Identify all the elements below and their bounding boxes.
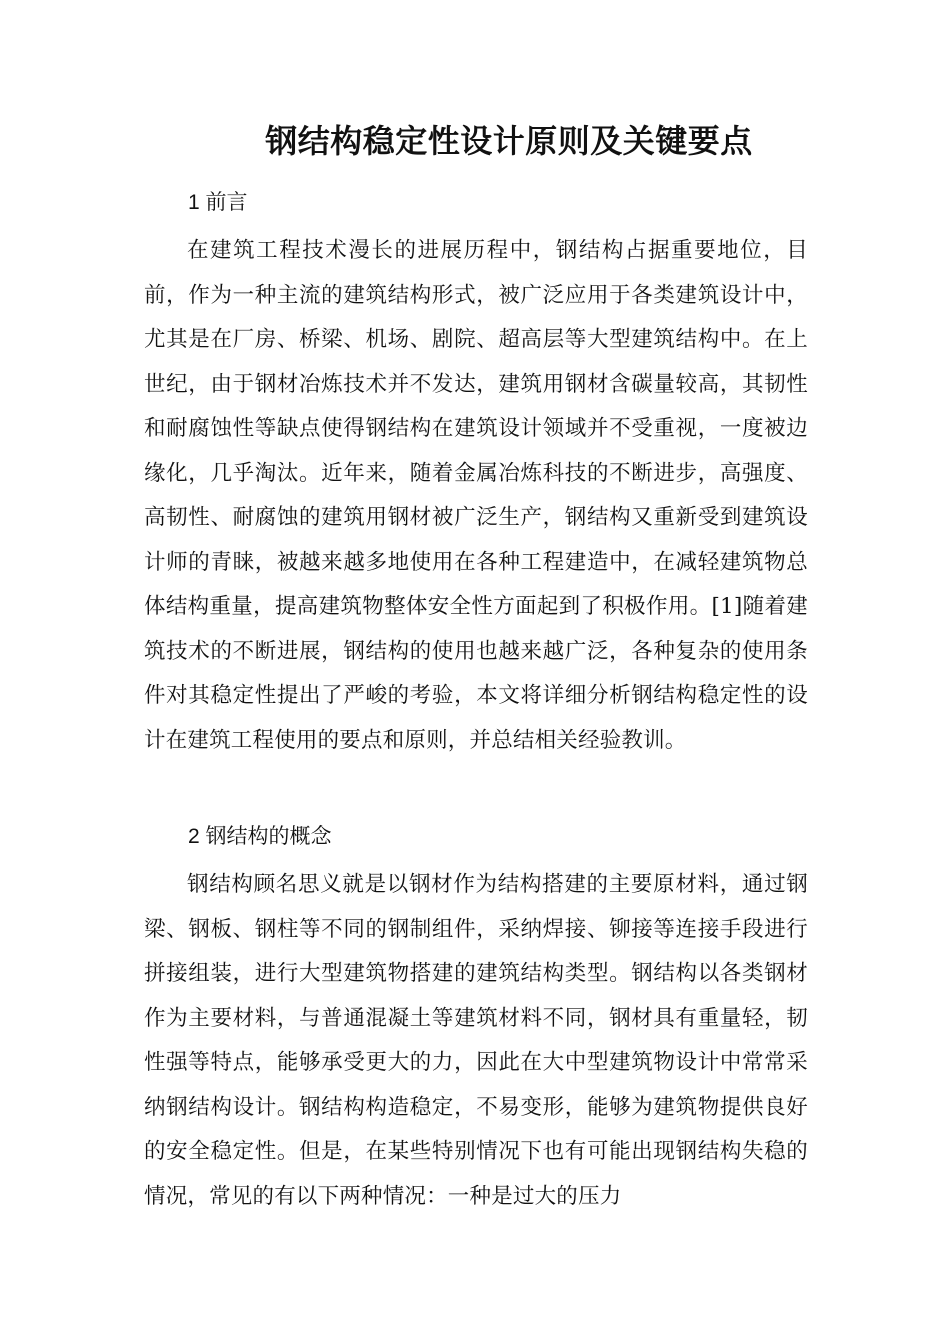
section-heading-introduction: 1 前言	[188, 191, 248, 214]
section-paragraph-steel-structure-concept: 钢结构顾名思义就是以钢材作为结构搭建的主要原材料，通过钢梁、钢板、钢柱等不同的钢制组件，采纳焊接、铆接等连接手段进行拼接组装，进行大型建筑物搭建的建筑结构类型。钢结构以各类钢材作为主要材料，与普通混凝土等建筑材料不同，钢材具有重量轻，韧性强等特点，能够承受更大的力，因此在大中型建筑物设计中常常采纳钢结构设计。钢结构构造稳定，不易变形，能够为建筑物提供良好的安全稳定性。但是，在某些特别情况下也有可能出现钢结构失稳的情况，常见的有以下两种情况：一种是过大的压力	[144, 872, 808, 1209]
document-title: 钢结构稳定性设计原则及关键要点	[265, 122, 753, 160]
section-paragraph-introduction: 在建筑工程技术漫长的进展历程中，钢结构占据重要地位，目前，作为一种主流的建筑结构形式，被广泛应用于各类建筑设计中，尤其是在厂房、桥梁、机场、剧院、超高层等大型建筑结构中。在上世纪，由于钢材冶炼技术并不发达，建筑用钢材含碳量较高，其韧性和耐腐蚀性等缺点使得钢结构在建筑设计领域并不受重视，一度被边缘化，几乎淘汰。近年来，随着金属冶炼科技的不断进步，高强度、高韧性、耐腐蚀的建筑用钢材被广泛生产，钢结构又重新受到建筑设计师的青睐，被越来越多地使用在各种工程建造中，在减轻建筑物总体结构重量，提高建筑物整体安全性方面起到了积极作用。[1]随着建筑技术的不断进展，钢结构的使用也越来越广泛，各种复杂的使用条件对其稳定性提出了严峻的考验，本文将详细分析钢结构稳定性的设计在建筑工程使用的要点和原则，并总结相关经验教训。	[144, 238, 808, 753]
section-heading-steel-structure-concept: 2 钢结构的概念	[188, 825, 332, 848]
